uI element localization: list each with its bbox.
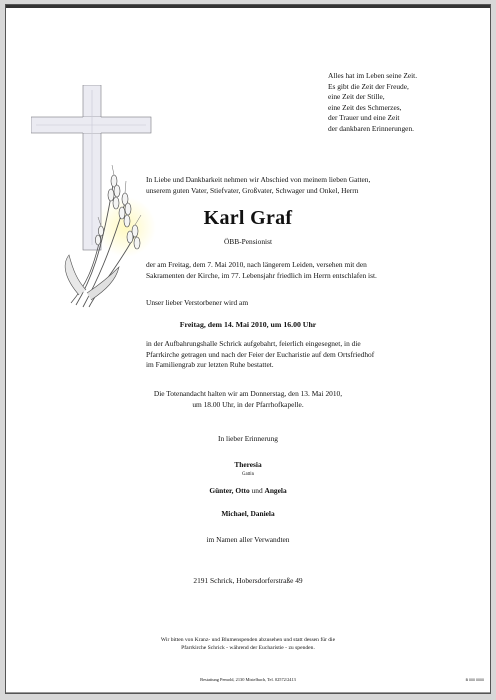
print-code: B 000 0000 <box>465 678 484 682</box>
intro-text <box>146 175 476 196</box>
funeral-line: Pfarrkirche getragen und nach der Feier der Eucharistie auf dem Ortsfriedhof <box>146 349 375 359</box>
donation-line: Wir bitten von Kranz- und Blumenspenden abzusehen und statt dessen für die <box>160 637 336 643</box>
mourners-heading: In lieber Erinnerung <box>218 434 278 443</box>
deceased-name: Karl Graf <box>203 207 293 229</box>
cross-with-wheat-icon <box>31 85 171 325</box>
children-part2: Angela <box>264 486 287 495</box>
poem-line: eine Zeit des Schmerzes, <box>328 102 402 112</box>
top-rule <box>6 5 490 8</box>
funeral-line: im Familiengrab zur letzten Ruhe bestattet. <box>146 360 274 370</box>
deceased-title: ÖBB-Pensionist <box>223 237 273 246</box>
funeral-date: Freitag, dem 14. Mai 2010, um 16.00 Uhr <box>179 320 317 329</box>
poem-line: der Trauer und eine Zeit <box>328 113 400 123</box>
vigil <box>6 389 490 410</box>
funeral-details <box>146 339 476 371</box>
poem-line: der dankbaren Erinnerungen. <box>328 123 414 133</box>
poem-line: Es gibt die Zeit der Freude, <box>328 81 409 91</box>
children-names <box>6 486 490 497</box>
bottom-rule <box>6 692 490 693</box>
death-notice-line: Sakramenten der Kirche, im 77. Lebensjahr friedlich im Herrn entschlafen ist. <box>146 270 377 280</box>
intro-line: unserem guten Vater, Stiefvater, Großvater, Schwager und Onkel, Herrn <box>146 185 359 195</box>
poem-line: eine Zeit der Stille, <box>328 92 385 102</box>
spouse-name: Theresia <box>234 460 262 469</box>
spouse-role: Gattin <box>242 472 254 477</box>
vigil-line: Die Totenandacht halten wir am Donnerstag, den 13. Mai 2010, <box>153 389 343 398</box>
death-notice-line: der am Freitag, dem 7. Mai 2010, nach längerem Leiden, versehen mit den <box>146 260 367 269</box>
address: 2191 Schrick, Hobersdorferstraße 49 <box>193 576 303 585</box>
vigil-line: um 18.00 Uhr, in der Pfarrhofkapelle. <box>192 399 304 409</box>
relatives-line: im Namen aller Verwandten <box>206 535 290 544</box>
funeral-intro: Unser lieber Verstorbener wird am <box>146 298 249 307</box>
death-notice <box>146 260 476 281</box>
children-and: und <box>249 486 265 495</box>
undertaker: Bestattung Pemold, 2130 Mistelbach, Tel. 02572/2413 <box>200 677 296 682</box>
intro-line: In Liebe und Dankbarkeit nehmen wir Abschied von meinem lieben Gatten, <box>146 175 371 184</box>
poem-line: Alles hat im Leben seine Zeit. <box>328 71 418 80</box>
children-part1: Günter, Otto <box>209 486 250 495</box>
grandchildren-names: Michael, Daniela <box>221 509 275 518</box>
poem <box>328 71 468 135</box>
donation-note <box>6 636 490 652</box>
donation-line: Pfarrkirche Schrick - während der Eucharistie - zu spenden. <box>181 645 315 651</box>
funeral-line: in der Aufbahrungshalle Schrick aufgebahrt, feierlich eingesegnet, in die <box>146 339 361 348</box>
parte-sheet <box>5 4 491 694</box>
